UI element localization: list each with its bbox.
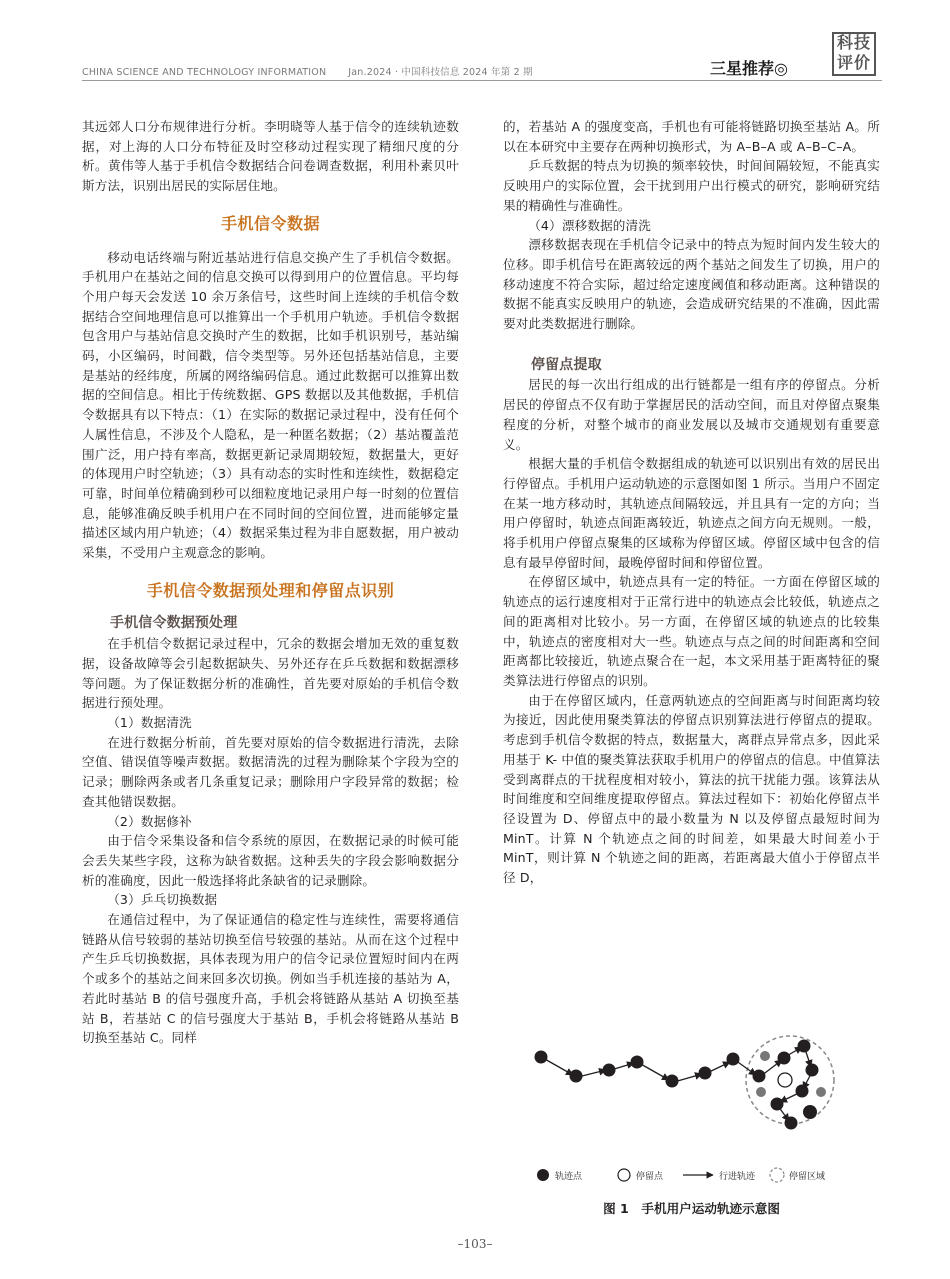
page-header [82,33,882,88]
continued-paragraph: 的，若基站 A 的强度变高，手机也有可能将链路切换至基站 A。所以在本研究中主要存在两种切换形式，为 A–B–A 或 A–B–C–A。 [503,119,880,154]
stop-point-center [778,1073,792,1087]
trajectory-diagram [503,1030,880,1190]
legend-chain-label: 行进轨迹 [719,1172,756,1182]
item-title-repair: （2）数据修补 [107,813,192,829]
subsection-title-preprocessing: 手机信令数据预处理 [110,615,238,632]
header-divider [82,80,882,81]
stop-paragraph-3: 在停留区域中，轨迹点具有一定的特征。一方面在停留区域的轨迹点的运行速度相对于正常行进中的轨迹点会比较低，轨迹点之间的距离相对比较小。另一方面，在停留区域的轨迹点的比较集中，轨迹点的密度相对大一些。轨迹点与点之间的时间距离和空间距离都比较接近，轨迹点聚合在一起，本文采用基于距离特征的聚类算法进行停留点的识别。 [503,574,880,688]
legend-area-icon [770,1168,784,1182]
trajectory-points [535,1040,819,1130]
subsection-title-stop-extraction: 停留点提取 [531,356,602,373]
stop-paragraph-2: 根据大量的手机信令数据组成的轨迹可以识别出有效的居民出行停留点。手机用户运动轨迹的示意图如图 1 所示。当用户不固定在某一地方移动时，其轨迹点间隔较远，并且具有一定的方向；当用户停留时，轨迹点间距离较近，轨迹点之间方向无规则。一般，将手机用户停留点聚集的区域称为停留区域。停留区域中包含的信息有最早停留时间，最晚停留时间和停留位置。 [503,456,880,570]
figure-1 [503,1030,880,1230]
stop-paragraph-4: 由于在停留区域内，任意两轨迹点的空间距离与时间距离均较为接近，因此使用聚类算法的停留点识别算法进行停留点的提取。考虑到手机信令数据的特点，数据量大，离群点异常点多，因此采用基于 K- 中值的聚类算法获取手机用户的停留点的信息。中值算法受到离群点的干扰程度相对较小，算法的抗干扰能力强。该算法从时间维度和空间维度提取停留点。算法过程如下：初始化停留点半径设置为 D、停留点中的最小数量为 N 以及停留点最短时间为 MinT。计算 N 个轨迹点之间的时间差，如果最大时间差小于 MinT，则计算 N 个轨迹之间的距离，若距离最大值小于停留点半径 D， [503,692,880,886]
legend-point-icon [537,1169,549,1181]
item-title-drift: （4）漂移数据的清洗 [528,217,652,233]
intro-paragraph: 其远郊人口分布规律进行分析。李明晓等人基于信令的连续轨迹数据，对上海的人口分布特征及时空移动过程实现了精细尺度的分析。黄伟等人基于手机信令数据结合问卷调查数据，利用朴素贝叶斯方法，识别出居民的实际居住地。 [82,119,459,194]
item-title-cleaning: （1）数据清洗 [107,714,192,730]
page-number: –103– [457,1237,493,1251]
journal-english-name: CHINA SCIENCE AND TECHNOLOGY INFORMATION [82,67,327,78]
preprocessing-paragraph: 在手机信令数据记录过程中，冗余的数据会增加无效的重复数据，设备故障等会引起数据缺失、另外还存在乒乓数据和数据漂移等问题。为了保证数据分析的准确性，首先要对原始的手机信令数据进行预处理。 [82,636,459,711]
column-label: 三星推荐◎ [710,59,788,78]
left-column [82,117,459,1048]
item-title-pingpong: （3）乒乓切换数据 [107,892,218,908]
legend-stop-label: 停留点 [636,1172,664,1182]
repair-paragraph: 由于信令采集设备和信令系统的原因，在数据记录的时候可能会丢失某些字段，这称为缺省数据。这种丢失的字段会影响数据分析的准确度，因此一般选择将此条缺省的记录删除。 [82,833,459,888]
legend-area-label: 停留区域 [789,1172,826,1182]
right-column [503,117,880,888]
issue-info: Jan.2024 · 中国科技信息 2024 年第 2 期 [348,67,533,78]
logo-text [832,33,876,73]
stop-paragraph-1: 居民的每一次出行组成的出行链都是一组有序的停留点。分析居民的停留点不仅有助于掌握居民的活动空间，而且对停留点聚集程度的分析，对整个城市的商业发展以及城市交通规划有重要意义。 [503,377,880,452]
legend-stop-icon [618,1169,630,1181]
logo-line-2: 评价 [836,53,871,72]
trajectory-exit-point [803,1105,817,1119]
section-title-preprocessing: 手机信令数据预处理和停留点识别 [146,580,395,600]
section-title-signaling-data: 手机信令数据 [220,213,320,233]
journal-info [82,64,533,78]
pingpong-paragraph: 在通信过程中，为了保证通信的稳定性与连续性，需要将通信链路从信号较弱的基站切换至信号较强的基站。从而在这个过程中产生乒乓切换数据，具体表现为用户的信令记录位置短时间内在两个或多个的基站之间来回多次切换。例如当手机连接的基站为 A，若此时基站 B 的信号强度升高，手机会将链路从基站 A 切换至基站 B，若基站 C 的信号强度大于基站 B，手机会将链路从基站 B 切换至基站 C。同样 [82,912,459,1046]
signaling-data-paragraph: 移动电话终端与附近基站进行信息交换产生了手机信令数据。手机用户在基站之间的信息交换可以得到用户的位置信息。平均每个用户每天会发送 10 余万条信号，这些时间上连续的手机信令数据结合空间地理信息可以推算出一个手机用户轨迹。手机信令数据包含用户与基站信息交换时产生的数据，比如手机识别号，基站编码，小区编码，时间戳，信令类型等。另外还包括基站信息，主要是基站的经纬度，所属的网络编码信息。通过此数据可以推算出数据的空间信息。相比于传统数据、GPS 数据以及其他数据，手机信令数据具有以下特点：（1）在实际的数据记录过程中，没有任何个人属性信息，不涉及个人隐私，是一种匿名数据；（2）基站覆盖范围广泛，用户持有率高，数据更新记录周期较短，数据量大，更好的体现用户时空轨迹；（3）具有动态的实时性和连续性，数据稳定可靠，时间单位精确到秒可以细粒度地记录用户每一时刻的位置信息，能够准确反映手机用户在不同时间的空间位置，进而能够定量描述区域内用户轨迹；（4）数据采集过程为非自愿数据，用户被动采集，不受用户主观意念的影响。 [82,249,459,561]
cleaning-paragraph: 在进行数据分析前，首先要对原始的信令数据进行清洗，去除空值、错误值等噪声数据。数据清洗的过程为删除某个字段为空的记录；删除两条或者几条重复记录；删除用户字段异常的数据；检查其他错误数据。 [82,734,459,809]
logo-line-1: 科技 [836,33,871,52]
figure-caption: 图 1 手机用户运动轨迹示意图 [603,1201,780,1216]
drift-paragraph: 漂移数据表现在手机信令记录中的特点为短时间内发生较大的位移。即手机信号在距离较远的两个基站之间发生了切换，用户的移动速度不符合实际，超过给定速度阈值和移动距离。这种错误的数据不能真实反映用户的轨迹，会造成研究结果的不准确，因此需要对此类数据进行删除。 [503,237,880,332]
column-logo [832,32,876,76]
pingpong-feature-paragraph: 乒乓数据的特点为切换的频率较快，时间间隔较短，不能真实反映用户的实际位置，会干扰到用户出行模式的研究，影响研究结果的精确性与准确性。 [503,158,880,213]
legend-point-label: 轨迹点 [555,1172,583,1182]
